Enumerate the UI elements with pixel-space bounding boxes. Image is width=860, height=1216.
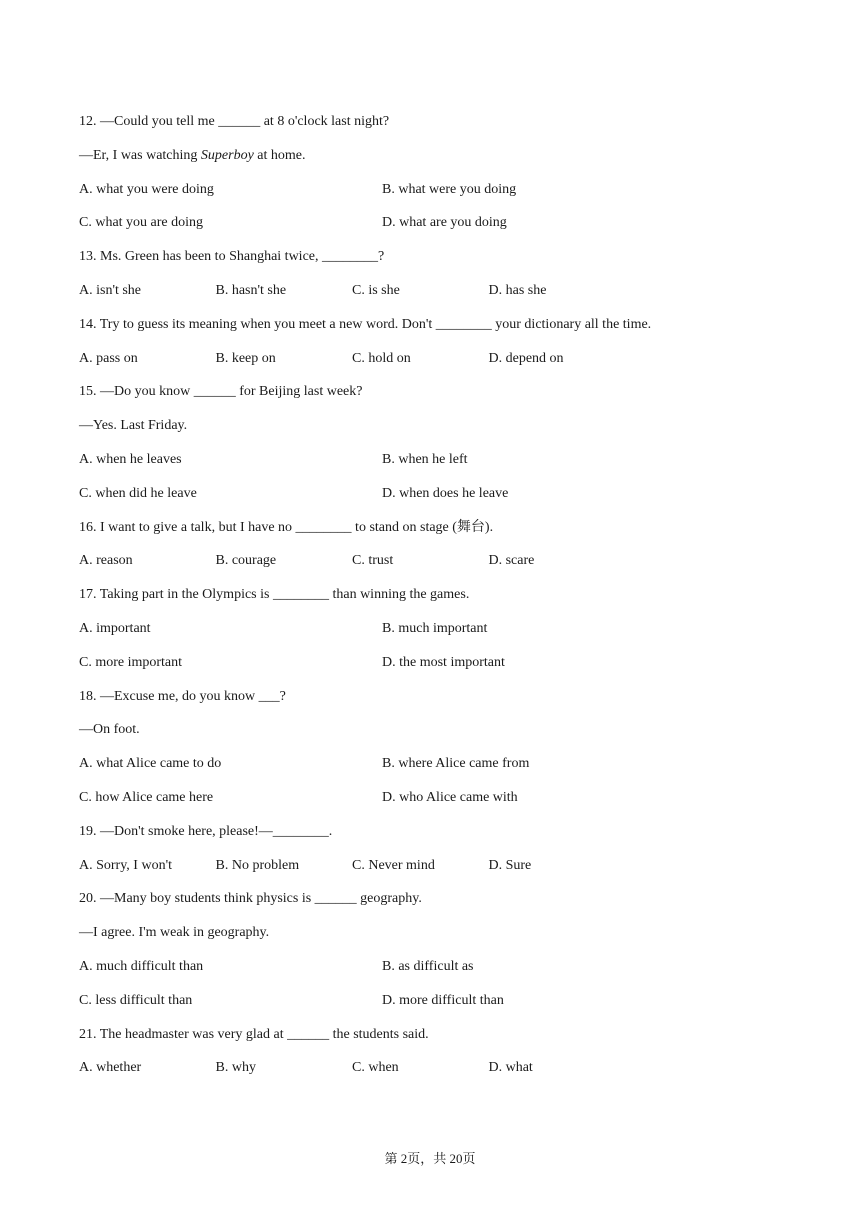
- question-12-reply: [79, 146, 779, 180]
- option-a: A. whether: [79, 1060, 142, 1076]
- option-d: D. scare: [488, 553, 535, 569]
- page-footer: 第 2页，共 20页: [384, 1151, 476, 1166]
- option-c: C. hold on: [352, 350, 411, 366]
- question-18-reply: —On foot.: [79, 722, 140, 738]
- question-13-stem: 13. Ms. Green has been to Shanghai twice, ________?: [79, 249, 385, 265]
- question-15-options-row-2: [79, 484, 779, 518]
- question-20-reply: —I agree. I'm weak in geography.: [79, 925, 270, 941]
- option-a: A. what you were doing: [79, 181, 214, 197]
- option-a: A. reason: [79, 553, 133, 569]
- question-16-stem: 16. I want to give a talk, but I have no ________ to stand on stage (舞台).: [79, 519, 494, 535]
- option-d: D. the most important: [382, 654, 505, 670]
- option-c: C. when: [352, 1060, 399, 1076]
- option-a: A. much difficult than: [79, 958, 204, 974]
- option-d: D. more difficult than: [382, 992, 504, 1008]
- option-a: A. pass on: [79, 350, 138, 366]
- question-19-options: [79, 856, 779, 890]
- option-c: C. when did he leave: [79, 485, 197, 501]
- question-16-options: [79, 551, 779, 585]
- option-d: D. Sure: [488, 857, 532, 873]
- question-15-reply: —Yes. Last Friday.: [79, 418, 188, 434]
- option-a: A. when he leaves: [79, 451, 182, 467]
- question-13-options: [79, 281, 779, 315]
- option-c: C. Never mind: [352, 857, 435, 873]
- option-c: C. how Alice came here: [79, 789, 214, 805]
- option-d: D. when does he leave: [382, 485, 509, 501]
- option-b: B. courage: [215, 553, 277, 569]
- option-b: B. when he left: [382, 451, 468, 467]
- question-12-options-row-1: [79, 180, 779, 214]
- option-b: B. No problem: [215, 857, 300, 873]
- question-15-options-row-1: [79, 450, 779, 484]
- question-20-options-row-1: [79, 957, 779, 991]
- option-a: A. isn't she: [79, 282, 142, 298]
- question-20-stem: 20. —Many boy students think physics is ______ geography.: [79, 891, 422, 907]
- option-a: A. important: [79, 620, 151, 636]
- option-c: C. what you are doing: [79, 215, 204, 231]
- option-c: C. trust: [352, 553, 394, 569]
- question-18-stem: 18. —Excuse me, do you know ___?: [79, 688, 286, 704]
- option-d: D. depend on: [488, 350, 564, 366]
- question-12-options-row-2: [79, 213, 779, 247]
- reply-italic-title: Superboy: [200, 147, 254, 163]
- question-12-stem: 12. —Could you tell me ______ at 8 o'clock last night?: [79, 114, 390, 129]
- option-b: B. what were you doing: [382, 181, 517, 197]
- question-18-options-row-2: [79, 788, 779, 822]
- option-b: B. why: [215, 1060, 256, 1076]
- reply-text: at home.: [253, 147, 306, 163]
- question-14-stem: 14. Try to guess its meaning when you meet a new word. Don't ________ your dictionary all the time.: [79, 316, 652, 332]
- question-17-options-row-2: [79, 653, 779, 687]
- option-a: A. Sorry, I won't: [79, 857, 172, 873]
- option-b: B. hasn't she: [215, 282, 287, 298]
- option-d: D. has she: [488, 282, 547, 298]
- option-d: D. who Alice came with: [382, 789, 518, 805]
- question-list: [79, 112, 779, 1092]
- question-19-stem: 19. —Don't smoke here, please!—________.: [79, 823, 333, 839]
- option-c: C. more important: [79, 654, 183, 670]
- option-d: D. what are you doing: [382, 215, 507, 231]
- option-b: B. where Alice came from: [382, 756, 530, 772]
- option-b: B. keep on: [215, 350, 276, 366]
- reply-text: —Er, I was watching: [79, 147, 201, 163]
- question-17-stem: 17. Taking part in the Olympics is ________ than winning the games.: [79, 587, 470, 603]
- option-d: D. what: [488, 1060, 533, 1076]
- question-21-stem: 21. The headmaster was very glad at ______ the students said.: [79, 1026, 429, 1042]
- option-c: C. is she: [352, 282, 400, 298]
- question-14-options: [79, 349, 779, 383]
- option-c: C. less difficult than: [79, 992, 193, 1008]
- question-21-options: [79, 1058, 779, 1092]
- question-20-options-row-2: [79, 991, 779, 1025]
- option-b: B. much important: [382, 620, 488, 636]
- question-18-options-row-1: [79, 754, 779, 788]
- question-17-options-row-1: [79, 619, 779, 653]
- question-15-stem: 15. —Do you know ______ for Beijing last week?: [79, 384, 363, 400]
- option-a: A. what Alice came to do: [79, 756, 222, 772]
- option-b: B. as difficult as: [382, 958, 474, 974]
